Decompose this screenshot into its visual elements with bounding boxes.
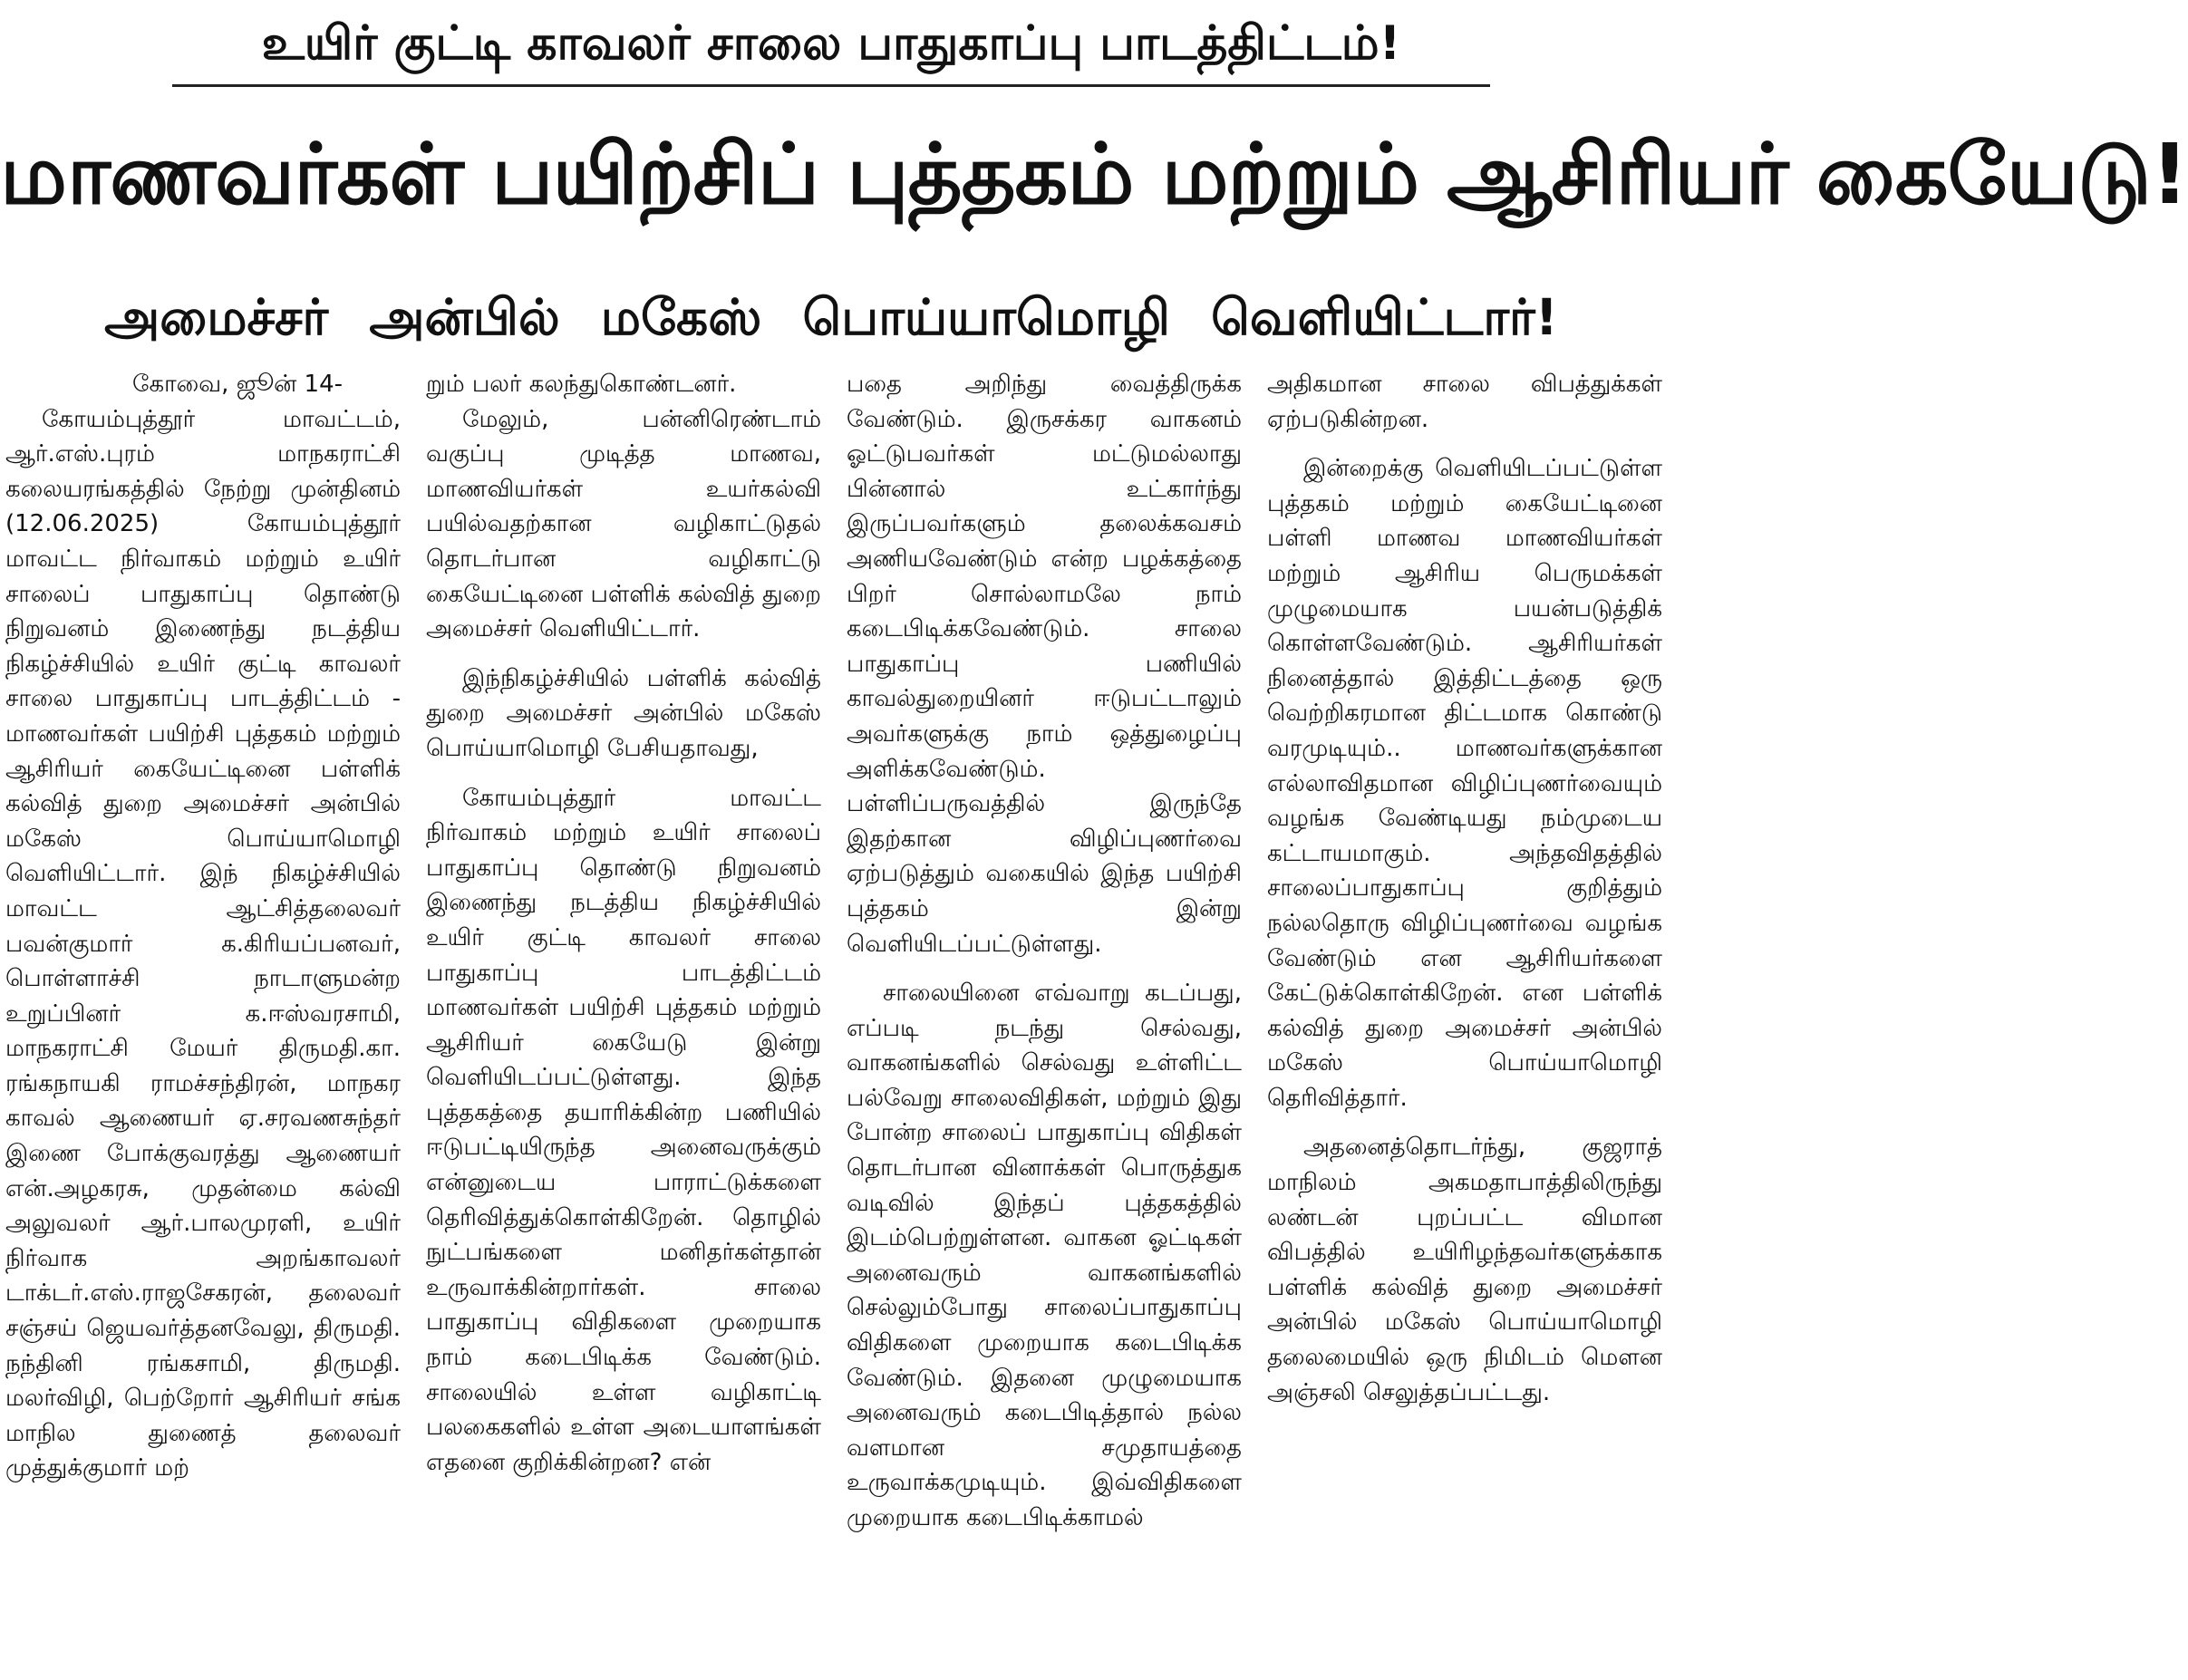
- article-kicker: உயிர் குட்டி காவலர் சாலை பாதுகாப்பு பாடத்திட்டம்!: [261, 16, 1401, 71]
- article-column-2: [426, 367, 821, 1672]
- article-subheadline: அமைச்சர் அன்பில் மகேஸ் பொய்யாமொழி வெளியிட்டார்!: [104, 288, 1558, 346]
- paragraph: சாலையினை எவ்வாறு கடப்பது, எப்படி நடந்து செல்வது, வாகனங்களில் செல்வது உள்ளிட்ட பல்வேறு சாலைவிதிகள், மற்றும் இது போன்ற சாலைப் பாதுகாப்பு விதிகள் தொடர்பான வினாக்கள் பொருத்துக வடிவில் இந்தப் புத்தகத்தில் இடம்பெற்றுள்ளன. வாகன ஓட்டிகள் அனைவரும் வாகனங்களில் செல்லும்போது சாலைப்பாதுகாப்பு விதிகளை முறையாக கடைபிடிக்க வேண்டும். இதனை முழுமையாக அனைவரும் கடைபிடித்தால் நல்ல வளமான சமுதாயத்தை உருவாக்கமுடியும். இவ்விதிகளை முறையாக கடைபிடிக்காமல்: [847, 980, 1242, 1531]
- paragraph: பதை அறிந்து வைத்திருக்க வேண்டும். இருசக்கர வாகனம் ஓட்டுபவர்கள் மட்டுமல்லாது பின்னால் உட்கார்ந்து இருப்பவர்களும் தலைக்கவசம் அணியவேண்டும் என்ற பழக்கத்தை பிறர் சொல்லாமலே நாம் கடைபிடிக்கவேண்டும். சாலை பாதுகாப்பு பணியில் காவல்துறையினர் ஈடுபட்டாலும் அவர்களுக்கு நாம் ஒத்துழைப்பு அளிக்கவேண்டும். பள்ளிப்பருவத்தில் இருந்தே இதற்கான விழிப்புணர்வை ஏற்படுத்தும் வகையில் இந்த பயிற்சி புத்தகம் இன்று வெளியிடப்பட்டுள்ளது.: [847, 371, 1242, 958]
- kicker-divider: [172, 84, 1490, 87]
- paragraph: இந்நிகழ்ச்சியில் பள்ளிக் கல்வித் துறை அமைச்சர் அன்பில் மகேஸ் பொய்யாமொழி பேசியதாவது,: [426, 664, 821, 762]
- paragraph: இன்றைக்கு வெளியிடப்பட்டுள்ள புத்தகம் மற்றும் கையேட்டினை பள்ளி மாணவ மாணவியர்கள் மற்றும் ஆசிரிய பெருமக்கள் முழுமையாக பயன்படுத்திக் கொள்ளவேண்டும். ஆசிரியர்கள் நினைத்தால் இத்திட்டத்தை ஒரு வெற்றிகரமான திட்டமாக கொண்டு வரமுடியும்.. மாணவர்களுக்கான எல்லாவிதமான விழிப்புணர்வையும் வழங்க வேண்டியது நம்முடைய கட்டாயமாகும். அந்தவிதத்தில் சாலைப்பாதுகாப்பு குறித்தும் நல்லதொரு விழிப்புணர்வை வழங்க வேண்டும் என ஆசிரியர்களை கேட்டுக்கொள்கிறேன். என பள்ளிக் கல்வித் துறை அமைச்சர் அன்பில் மகேஸ் பொய்யாமொழி தெரிவித்தார்.: [1267, 455, 1662, 1112]
- paragraph: மேலும், பன்னிரெண்டாம் வகுப்பு முடித்த மாணவ, மாணவியர்கள் உயர்கல்வி பயில்வதற்கான வழிகாட்டுதல் தொடர்பான வழிகாட்டு கையேட்டினை பள்ளிக் கல்வித் துறை அமைச்சர் வெளியிட்டார்.: [426, 405, 821, 643]
- article-column-4: [1267, 367, 1662, 1672]
- paragraph: அதிகமான சாலை விபத்துக்கள் ஏற்படுகின்றன.: [1267, 371, 1662, 433]
- paragraph: அதனைத்தொடர்ந்து, குஜராத் மாநிலம் அகமதாபாத்திலிருந்து லண்டன் புறப்பட்ட விமான விபத்தில் உயிரிழந்தவர்களுக்காக பள்ளிக் கல்வித் துறை அமைச்சர் அன்பில் மகேஸ் பொய்யாமொழி தலைமையில் ஒரு நிமிடம் மௌன அஞ்சலி செலுத்தப்பட்டது.: [1267, 1134, 1662, 1406]
- article-headline: மாணவர்கள் பயிற்சிப் புத்தகம் மற்றும் ஆசிரியர் கையேடு!: [0, 126, 2188, 223]
- paragraph: றும் பலர் கலந்துகொண்டனர்.: [426, 371, 737, 398]
- dateline: கோவை, ஜூன் 14-: [132, 371, 344, 398]
- article-column-1: [5, 367, 401, 1672]
- paragraph: கோயம்புத்தூர் மாவட்டம், ஆர்.எஸ்.புரம் மாநகராட்சி கலையரங்கத்தில் நேற்று முன்தினம் (12.06.2025) கோயம்புத்தூர் மாவட்ட நிர்வாகம் மற்றும் உயிர் சாலைப் பாதுகாப்பு தொண்டு நிறுவனம் இணைந்து நடத்திய நிகழ்ச்சியில் உயிர் குட்டி காவலர் சாலை பாதுகாப்பு பாடத்திட்டம் - மாணவர்கள் பயிற்சி புத்தகம் மற்றும் ஆசிரியர் கையேட்டினை பள்ளிக் கல்வித் துறை அமைச்சர் அன்பில் மகேஸ் பொய்யாமொழி வெளியிட்டார். இந் நிகழ்ச்சியில் மாவட்ட ஆட்சித்தலைவர் பவன்குமார் க.கிரியப்பனவர், பொள்ளாச்சி நாடாளுமன்ற உறுப்பினர் க.ஈஸ்வரசாமி, மாநகராட்சி மேயர் திருமதி.கா. ரங்கநாயகி ராமச்சந்திரன், மாநகர காவல் ஆணையர் ஏ.சரவணசுந்தர் இணை போக்குவரத்து ஆணையர் என்.அழகரசு, முதன்மை கல்வி அலுவலர் ஆர்.பாலமுரளி, உயிர் நிர்வாக அறங்காவலர் டாக்டர்.எஸ்.ராஜசேகரன், தலைவர் சஞ்சய் ஜெயவர்த்தனவேலு, திருமதி. நந்தினி ரங்கசாமி, திருமதி. மலர்விழி, பெற்றோர் ஆசிரியர் சங்க மாநில துணைத் தலைவர் முத்துக்குமார் மற்: [5, 405, 401, 1482]
- paragraph: கோயம்புத்தூர் மாவட்ட நிர்வாகம் மற்றும் உயிர் சாலைப் பாதுகாப்பு தொண்டு நிறுவனம் இணைந்து நடத்திய நிகழ்ச்சியில் உயிர் குட்டி காவலர் சாலை பாதுகாப்பு பாடத்திட்டம் மாணவர்கள் பயிற்சி புத்தகம் மற்றும் ஆசிரியர் கையேடு இன்று வெளியிடப்பட்டுள்ளது. இந்த புத்தகத்தை தயாரிக்கின்ற பணியில் ஈடுபட்டியிருந்த அனைவருக்கும் என்னுடைய பாராட்டுக்களை தெரிவித்துக்கொள்கிறேன். தொழில் நுட்பங்களை மனிதர்கள்தான் உருவாக்கின்றார்கள். சாலை பாதுகாப்பு விதிகளை முறையாக நாம் கடைபிடிக்க வேண்டும். சாலையில் உள்ள வழிகாட்டி பலகைகளில் உள்ள அடையாளங்கள் எதனை குறிக்கின்றன? என்: [426, 784, 821, 1476]
- article-column-3: [847, 367, 1242, 1672]
